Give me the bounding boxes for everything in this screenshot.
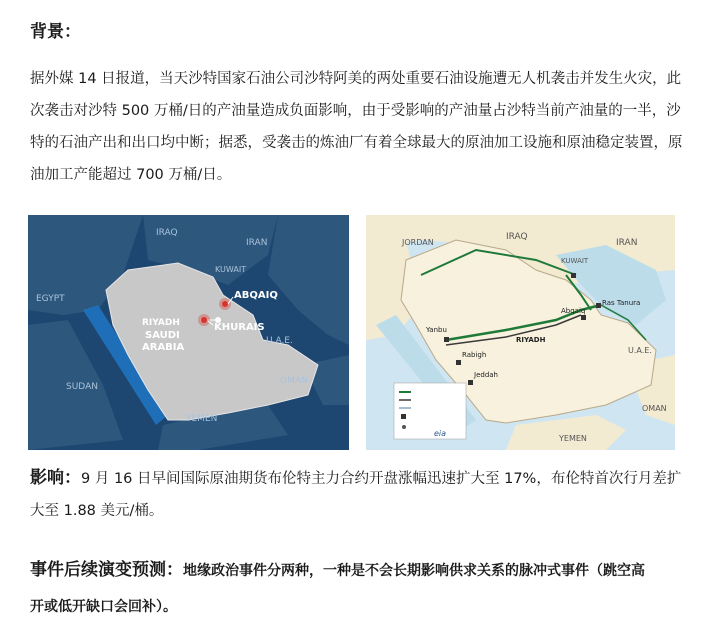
map-right-ras-tanura: Ras Tanura xyxy=(602,299,641,307)
background-paragraph xyxy=(30,63,690,191)
pipeline-map xyxy=(366,215,675,450)
forecast-line-2: 开或低开缺口会回补）。 xyxy=(30,599,177,615)
forecast-text-1: 地缘政治事件分两种，一种是不会长期影响供求关系的脉冲式事件（跳空高 xyxy=(183,563,645,579)
map-left-uae: U.A.E. xyxy=(266,336,293,346)
map-right-yanbu: Yanbu xyxy=(426,326,447,334)
forecast-line-1 xyxy=(30,552,690,589)
map-right-yemen: YEMEN xyxy=(559,434,587,443)
background-line-4: 油加工产能超过 700 万桶/日。 xyxy=(30,167,232,183)
impact-paragraph xyxy=(30,462,690,527)
impact-line-1 xyxy=(30,462,690,495)
map-right-iran: IRAN xyxy=(616,238,638,248)
map-left-abqaiq: ABQAIQ xyxy=(234,290,278,301)
map-right-iraq: IRAQ xyxy=(506,232,528,242)
map-left-iran: IRAN xyxy=(246,238,268,248)
map-right-jeddah: Jeddah xyxy=(474,371,498,379)
map-left-khurais: KHURAIS xyxy=(214,322,265,333)
map-left-iraq: IRAQ xyxy=(156,228,178,238)
map-left-yemen: YEMEN xyxy=(186,414,218,424)
forecast-paragraph xyxy=(30,552,690,625)
map-left-riyadh: RIYADH xyxy=(142,318,180,328)
impact-text-1: 9 月 16 日早间国际原油期货布伦特主力合约开盘涨幅迅速扩大至 17%，布伦特首次行月差扩 xyxy=(81,471,682,487)
background-line-1: 据外媒 14 日报道，当天沙特国家石油公司沙特阿美的两处重要石油设施遭无人机袭击并发生火灾，此 xyxy=(30,71,682,87)
eia-logo: eia xyxy=(434,429,447,438)
map-right-uae: U.A.E. xyxy=(628,346,652,355)
map-left-oman: OMAN xyxy=(280,376,308,386)
map-right-rabigh: Rabigh xyxy=(462,351,487,359)
background-heading: 背景： xyxy=(30,22,81,42)
impact-line-2: 大至 1.88 美元/桶。 xyxy=(30,503,164,519)
impact-label: 影响： xyxy=(30,468,81,488)
map-right-riyadh: RIYADH xyxy=(516,336,546,344)
map-left-egypt: EGYPT xyxy=(36,294,65,304)
forecast-label: 事件后续演变预测： xyxy=(30,560,183,580)
map-right-kuwait: KUWAIT xyxy=(561,257,589,265)
map-left-arabia: ARABIA xyxy=(142,342,185,353)
attack-location-map xyxy=(28,215,349,450)
attack-location-map-svg xyxy=(28,215,349,450)
pipeline-map-svg xyxy=(366,215,675,450)
map-left-sudan: SUDAN xyxy=(66,382,98,392)
background-line-2: 次袭击对沙特 500 万桶/日的产油量造成负面影响，由于受影响的产油量占沙特当前产油量的一半，沙 xyxy=(30,103,681,119)
map-right-jordan: JORDAN xyxy=(402,238,434,247)
background-line-3: 特的石油产出和出口均中断；据悉，受袭击的炼油厂有着全球最大的原油加工设施和原油稳定装置，原 xyxy=(30,135,683,151)
map-right-oman: OMAN xyxy=(642,404,667,413)
map-left-saudi: SAUDI xyxy=(145,330,180,341)
map-right-abqaiq: Abqaiq xyxy=(561,307,586,315)
map-left-kuwait: KUWAIT xyxy=(215,265,247,274)
